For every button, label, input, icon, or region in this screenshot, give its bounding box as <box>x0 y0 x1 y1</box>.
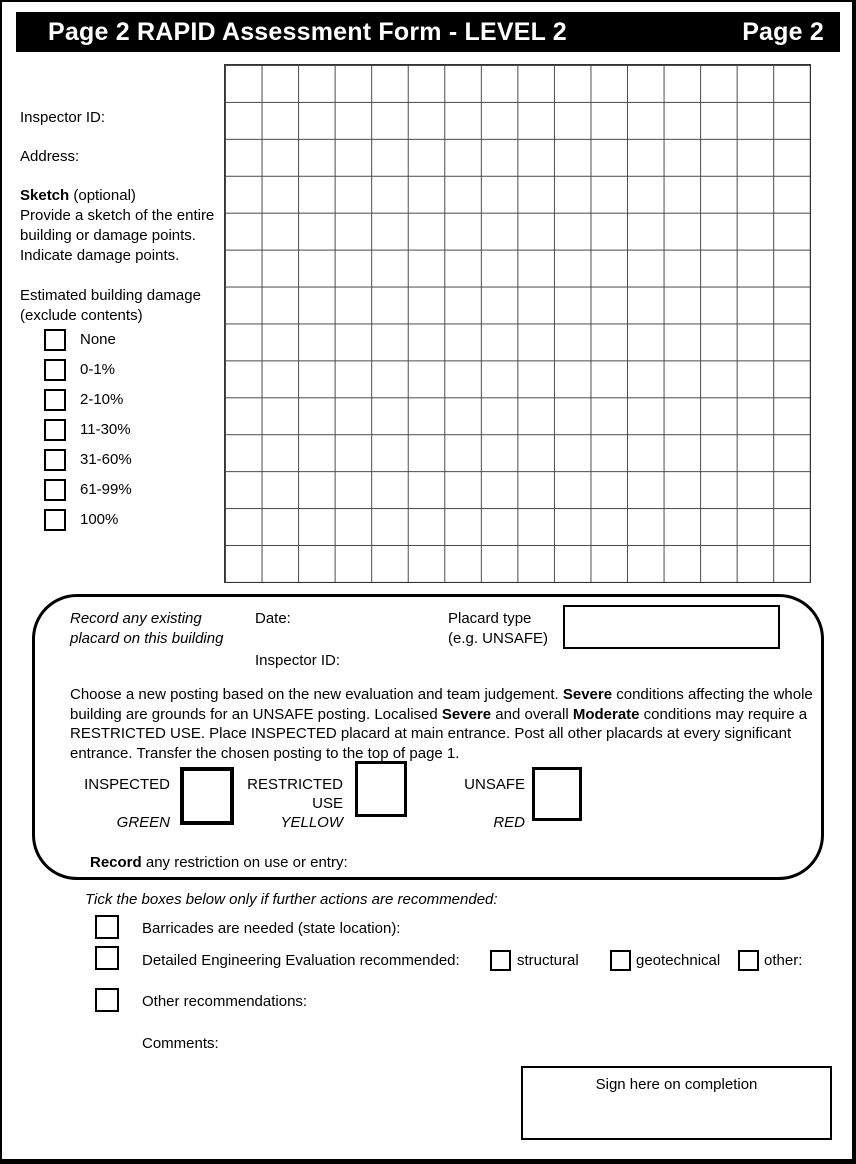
placard-type-input[interactable] <box>563 605 780 649</box>
instruction-text: and overall <box>491 705 573 723</box>
detailed-engineering-checkbox[interactable] <box>95 946 119 970</box>
posting-color-red: RED <box>493 814 525 831</box>
instruction-text: conditions affecting the whole building are grounds for an UNSAFE posting. Localised <box>70 686 813 723</box>
existing-placard-note-line: Record any existing <box>70 610 202 627</box>
signature-box[interactable] <box>521 1066 832 1140</box>
posting-name: INSPECTED <box>84 776 170 793</box>
damage-0-1-checkbox[interactable] <box>44 359 66 381</box>
existing-placard-note <box>70 609 223 649</box>
tick-boxes-instruction: Tick the boxes below only if further actions are recommended: <box>85 891 498 908</box>
inspector-id-label: Inspector ID: <box>20 109 106 126</box>
restriction-rest: any restriction on use or entry: <box>141 854 348 871</box>
restricted-use-checkbox[interactable] <box>355 761 407 817</box>
damage-100-checkbox[interactable] <box>44 509 66 531</box>
instruction-text-bold: Severe <box>562 686 613 703</box>
posting-label-unsafe <box>425 775 525 833</box>
damage-heading-line: Estimated building damage <box>20 287 201 304</box>
restriction-bold: Record <box>90 854 142 871</box>
damage-none-checkbox[interactable] <box>44 329 66 351</box>
damage-11-30-checkbox[interactable] <box>44 419 66 441</box>
placard-type-label-line: Placard type <box>448 610 532 627</box>
damage-31-60-checkbox[interactable] <box>44 449 66 471</box>
other-recommendations-label: Other recommendations: <box>142 993 308 1010</box>
damage-2-10-checkbox[interactable] <box>44 389 66 411</box>
detailed-engineering-label: Detailed Engineering Evaluation recommended: <box>142 952 460 969</box>
damage-option-label: 31-60% <box>80 451 132 468</box>
sketch-instruction-line: Indicate damage points. <box>20 247 180 264</box>
posting-color-yellow: YELLOW <box>280 814 343 831</box>
sketch-heading-rest: (optional) <box>69 187 136 204</box>
posting-instructions <box>70 685 818 763</box>
restriction-line <box>90 853 348 873</box>
posting-name-line2: USE <box>312 795 343 812</box>
damage-option-label: None <box>80 331 116 348</box>
other-evaluation-checkbox[interactable] <box>738 950 759 971</box>
address-label: Address: <box>20 148 80 165</box>
other-evaluation-label: other: <box>764 952 803 969</box>
placard-type-label <box>448 609 548 649</box>
damage-option-label: 0-1% <box>80 361 116 378</box>
posting-color-green: GREEN <box>116 814 170 831</box>
sketch-instruction-line: building or damage points. <box>20 227 196 244</box>
posting-name: RESTRICTED <box>247 776 343 793</box>
date-label: Date: <box>255 610 291 627</box>
sketch-grid[interactable] <box>224 64 811 583</box>
other-recommendations-checkbox[interactable] <box>95 988 119 1012</box>
existing-placard-note-line: placard on this building <box>70 630 224 647</box>
damage-heading-line: (exclude contents) <box>20 307 143 324</box>
sketch-instructions <box>20 206 214 266</box>
instruction-text-bold: Moderate <box>572 705 640 723</box>
damage-heading <box>20 286 201 326</box>
comments-label: Comments: <box>142 1035 219 1052</box>
damage-61-99-checkbox[interactable] <box>44 479 66 501</box>
structural-checkbox[interactable] <box>490 950 511 971</box>
sketch-instruction-line: Provide a sketch of the entire <box>20 207 215 224</box>
damage-option-label: 100% <box>80 511 119 528</box>
structural-label: structural <box>517 952 579 969</box>
sketch-heading-bold: Sketch <box>20 187 70 204</box>
placard-inspector-id-label: Inspector ID: <box>255 652 341 669</box>
posting-label-inspected <box>70 775 170 833</box>
posting-label-restricted-use <box>240 775 343 833</box>
unsafe-checkbox[interactable] <box>532 767 582 821</box>
instruction-text-bold: Severe <box>441 705 492 723</box>
page-number: Page 2 <box>742 17 824 46</box>
instruction-text: conditions may require a RESTRICTED USE. Place INSPECTED placard at main entrance. Post all other placards at every significant entrance. Transfer the chosen posting to the top of page 1. <box>70 705 808 762</box>
sketch-heading <box>20 186 136 206</box>
instruction-text: Choose a new posting based on the new evaluation and team judgement. <box>70 686 563 703</box>
page-title: Page 2 RAPID Assessment Form - LEVEL 2 <box>48 17 567 46</box>
signature-box-label: Sign here on completion <box>595 1076 758 1093</box>
barricades-checkbox[interactable] <box>95 915 119 939</box>
geotechnical-checkbox[interactable] <box>610 950 631 971</box>
damage-option-label: 11-30% <box>80 421 131 438</box>
barricades-label: Barricades are needed (state location): <box>142 920 401 937</box>
damage-option-label: 61-99% <box>80 481 132 498</box>
header-bar <box>16 12 840 52</box>
geotechnical-label: geotechnical <box>636 952 721 969</box>
damage-option-label: 2-10% <box>80 391 124 408</box>
placard-posting-section <box>32 594 824 880</box>
inspected-checkbox[interactable] <box>180 767 234 825</box>
placard-type-label-line: (e.g. UNSAFE) <box>448 630 549 647</box>
posting-name: UNSAFE <box>464 776 525 793</box>
